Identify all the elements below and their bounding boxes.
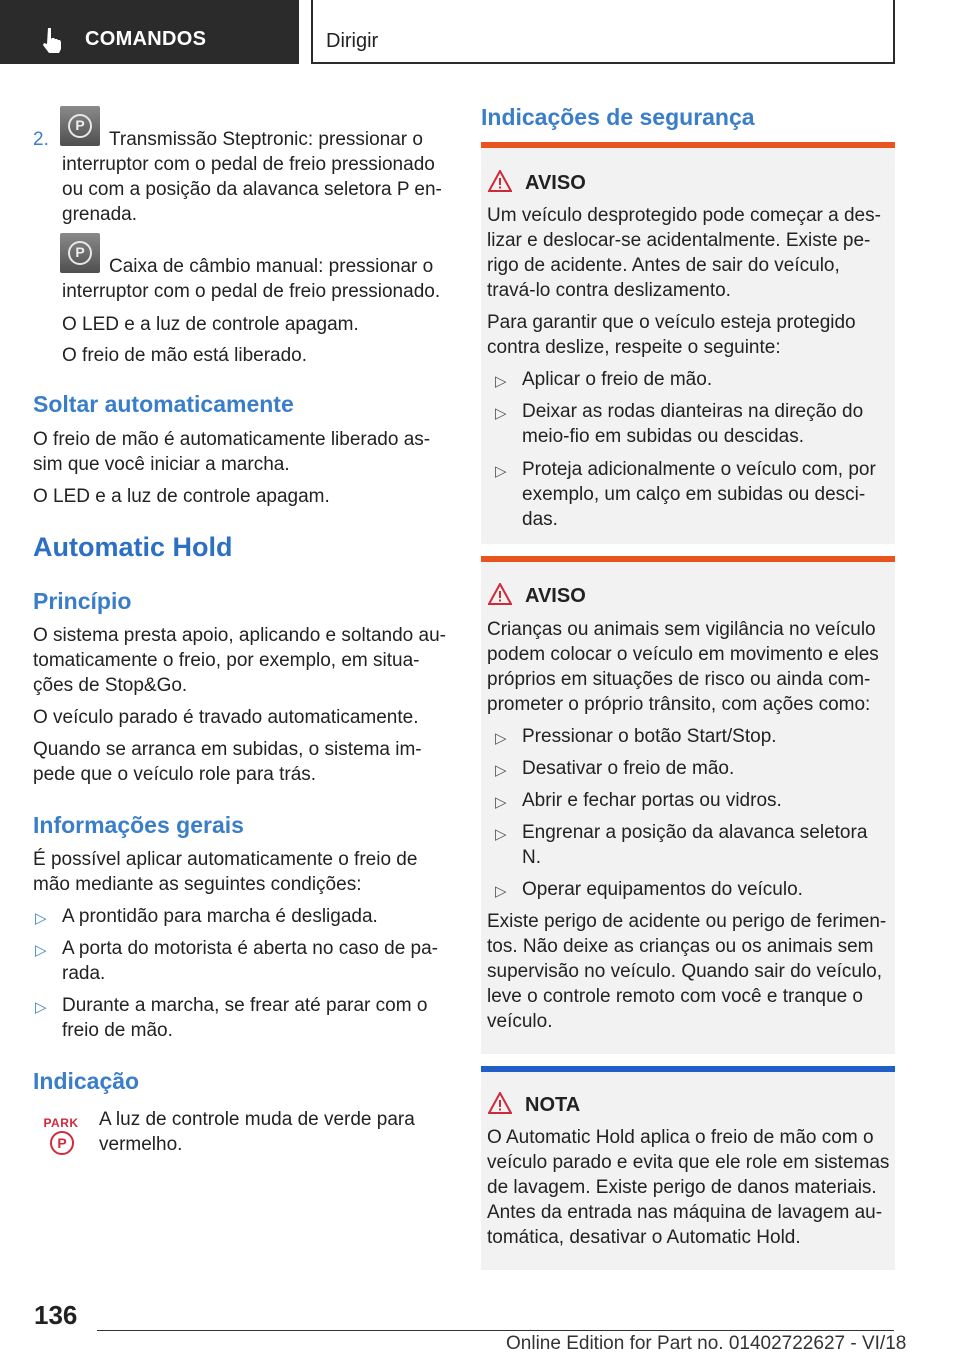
box-line: Um veículo desprotegido pode começar a des- [487, 205, 881, 226]
box-line: veículo. [487, 1011, 553, 1032]
box-line: de lavagem. Existe perigo de danos materiais. [487, 1177, 877, 1198]
box-heading: AVISO [525, 585, 586, 607]
chapter-label: Dirigir [326, 30, 379, 52]
edition-note: Online Edition for Part no. 01402722627 - VI/18 [506, 1333, 907, 1354]
list-item: Proteja adicionalmente o veículo com, por [522, 459, 876, 480]
paragraph-line: O sistema presta apoio, aplicando e soltando au- [33, 625, 446, 646]
bullet-triangle-icon: ▷ [35, 910, 47, 927]
list-item: freio de mão. [62, 1020, 173, 1041]
step-number: 2. [33, 129, 49, 150]
box-line: prometer o próprio trânsito, com ações como: [487, 694, 871, 715]
warning-triangle-icon [488, 583, 512, 605]
list-item: Aplicar o freio de mão. [522, 369, 713, 390]
step-line: O freio de mão está liberado. [62, 345, 308, 366]
park-brake-indicator-icon: PARK P [40, 1116, 82, 1160]
paragraph-line: sim que você iniciar a marcha. [33, 454, 290, 475]
paragraph-line: O veículo parado é travado automaticamente. [33, 707, 419, 728]
chapter-heading: Automatic Hold [33, 532, 233, 562]
step-line: Caixa de câmbio manual: pressionar o [109, 256, 434, 277]
list-item: Abrir e fechar portas ou vidros. [522, 790, 782, 811]
warning-bar [481, 142, 895, 148]
box-line: contra deslize, respeite o seguinte: [487, 337, 781, 358]
step-line: interruptor com o pedal de freio pressionado. [62, 281, 441, 302]
box-line: podem colocar o veículo em movimento e eles [487, 644, 879, 665]
bullet-triangle-icon: ▷ [495, 762, 507, 779]
bullet-triangle-icon: ▷ [495, 826, 507, 843]
list-item: A prontidão para marcha é desligada. [62, 906, 378, 927]
list-item: Durante a marcha, se frear até parar com o [62, 995, 428, 1016]
warning-bar [481, 556, 895, 562]
bullet-triangle-icon: ▷ [495, 794, 507, 811]
warning-box [481, 142, 895, 544]
list-item: das. [522, 509, 558, 530]
note-box [481, 1066, 895, 1270]
box-heading: AVISO [525, 172, 586, 194]
step-line: grenada. [62, 204, 138, 225]
paragraph-line: Quando se arranca em subidas, o sistema im- [33, 739, 422, 760]
list-item: A porta do motorista é aberta no caso de pa- [62, 938, 439, 959]
paragraph-line: tomaticamente o freio, por exemplo, em situa- [33, 650, 420, 671]
warning-box [481, 556, 895, 1054]
list-item: rada. [62, 963, 106, 984]
section-tab [0, 0, 299, 64]
box-line: travá-lo contra deslizamento. [487, 280, 731, 301]
chapter-tab [311, 0, 895, 64]
bullet-triangle-icon: ▷ [495, 883, 507, 900]
section-heading: Soltar automaticamente [33, 391, 294, 417]
list-item: Desativar o freio de mão. [522, 758, 735, 779]
step-line: ou com a posição da alavanca seletora P en- [62, 179, 442, 200]
box-heading: NOTA [525, 1094, 581, 1116]
list-item: Engrenar a posição da alavanca seletora [522, 822, 868, 843]
parking-brake-button-icon: P [60, 106, 100, 146]
paragraph-line: O freio de mão é automaticamente liberado as- [33, 429, 431, 450]
warning-triangle-icon [488, 170, 512, 192]
box-line: Existe perigo de acidente ou perigo de ferimen- [487, 911, 887, 932]
bullet-triangle-icon: ▷ [495, 730, 507, 747]
box-line: Crianças ou animais sem vigilância no veículo [487, 619, 876, 640]
list-item: Deixar as rodas dianteiras na direção do [522, 401, 864, 422]
list-item: exemplo, um calço em subidas ou desci- [522, 484, 866, 505]
footer-divider [97, 1330, 894, 1331]
paragraph-line: pede que o veículo role para trás. [33, 764, 317, 785]
list-item: Pressionar o botão Start/Stop. [522, 726, 777, 747]
paragraph-line: vermelho. [99, 1134, 183, 1155]
safety-heading: Indicações de segurança [481, 104, 755, 130]
paragraph-line: A luz de controle muda de verde para [99, 1109, 415, 1130]
bullet-triangle-icon: ▷ [495, 463, 507, 480]
parking-brake-button-icon: P [60, 233, 100, 273]
box-line: O Automatic Hold aplica o freio de mão com o [487, 1127, 874, 1148]
section-heading: Indicação [33, 1068, 140, 1094]
warning-triangle-icon [488, 1092, 512, 1114]
bullet-triangle-icon: ▷ [35, 942, 47, 959]
section-label: COMANDOS [85, 28, 207, 50]
box-line: rigo de acidente. Antes de sair do veículo, [487, 255, 840, 276]
box-line: leve o controle remoto com você e tranque o [487, 986, 863, 1007]
box-line: Para garantir que o veículo esteja protegido [487, 312, 856, 333]
section-heading: Princípio [33, 588, 132, 614]
list-item: N. [522, 847, 541, 868]
page-number: 136 [34, 1300, 78, 1330]
step-line: O LED e a luz de controle apagam. [62, 314, 359, 335]
box-line: lizar e deslocar-se acidentalmente. Existe pe- [487, 230, 871, 251]
paragraph-line: É possível aplicar automaticamente o freio de [33, 849, 418, 870]
box-line: supervisão no veículo. Quando sair do veículo, [487, 961, 883, 982]
box-line: próprios em situações de risco ou ainda com- [487, 669, 871, 690]
box-line: Antes da entrada nas máquina de lavagem au- [487, 1202, 883, 1223]
step-line: interruptor com o pedal de freio pressionado [62, 154, 435, 175]
bullet-triangle-icon: ▷ [495, 405, 507, 422]
step-line: Transmissão Steptronic: pressionar o [109, 129, 423, 150]
paragraph-line: mão mediante as seguintes condições: [33, 874, 362, 895]
note-bar [481, 1066, 895, 1072]
list-item: meio-fio em subidas ou descidas. [522, 426, 804, 447]
paragraph-line: O LED e a luz de controle apagam. [33, 486, 330, 507]
box-line: tos. Não deixe as crianças ou os animais sem [487, 936, 874, 957]
section-heading: Informações gerais [33, 812, 244, 838]
list-item: Operar equipamentos do veículo. [522, 879, 803, 900]
box-line: veículo parado e evita que ele role em sistemas [487, 1152, 890, 1173]
bullet-triangle-icon: ▷ [495, 373, 507, 390]
box-line: tomática, desativar o Automatic Hold. [487, 1227, 801, 1248]
paragraph-line: ções de Stop&Go. [33, 675, 188, 696]
hand-pointer-icon [40, 26, 66, 54]
bullet-triangle-icon: ▷ [35, 999, 47, 1016]
